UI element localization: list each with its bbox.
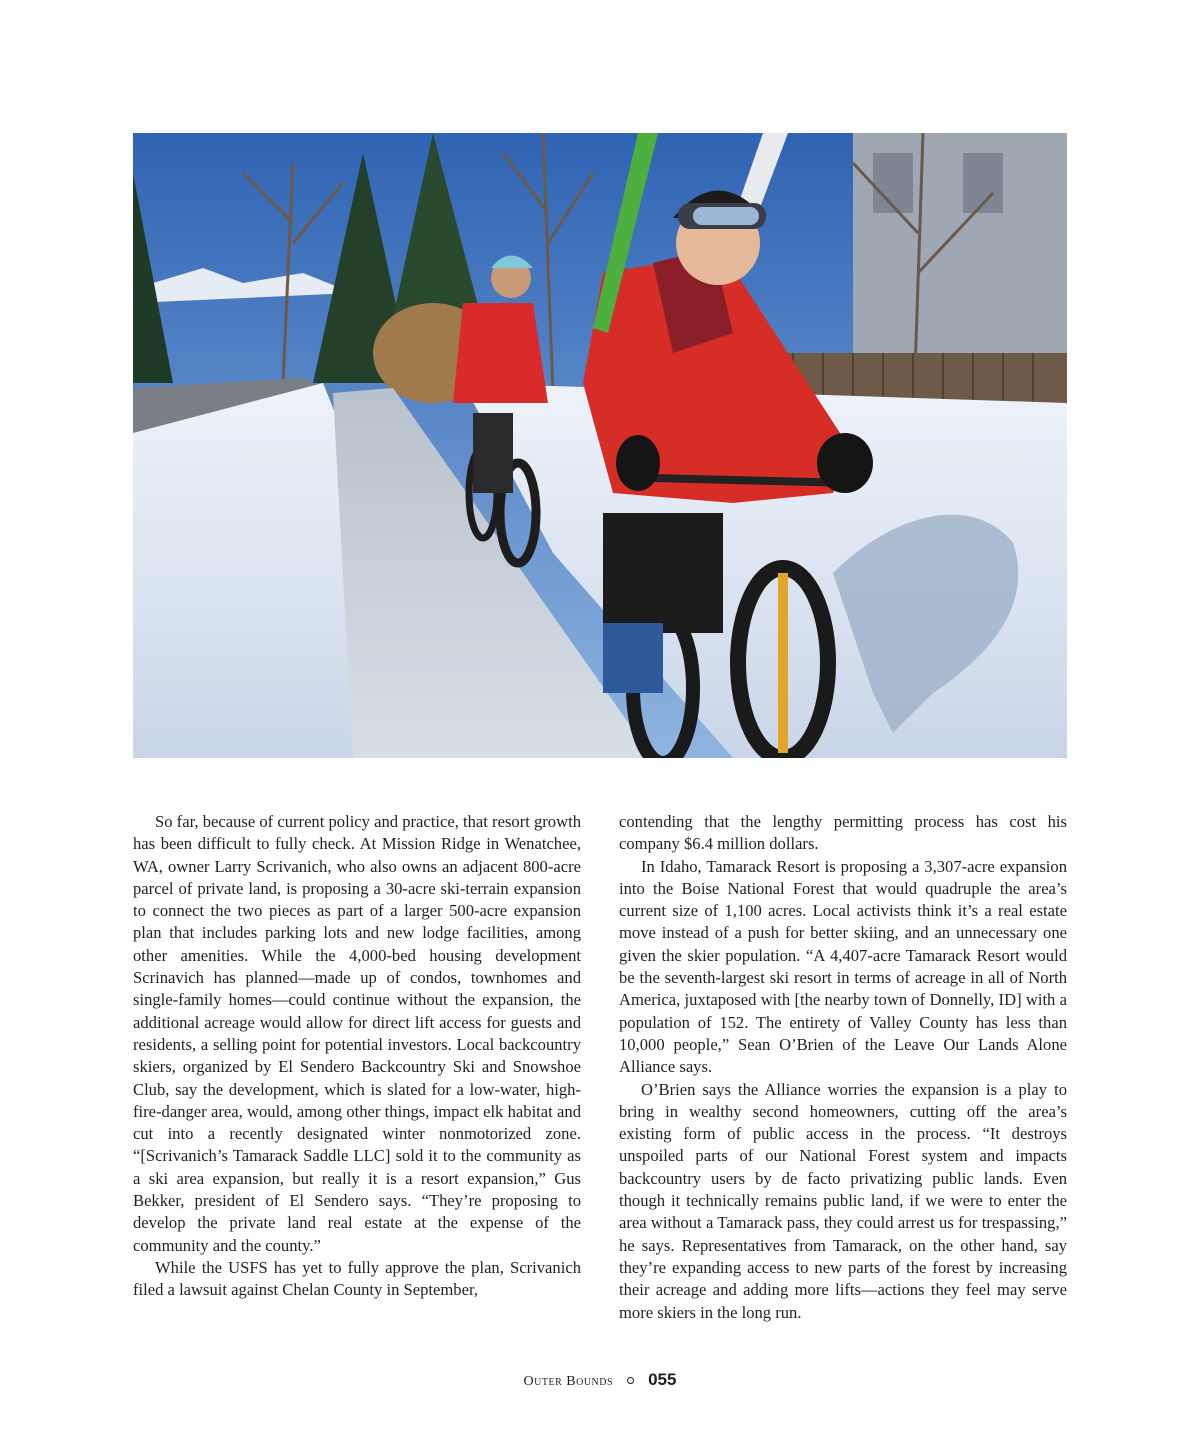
article-paragraph: So far, because of current policy and practice, that resort growth has been difficult to fully check. At Mission Ridge in Wenatchee, WA, owner Larry Scrivanich, who also owns an adjacent 800-acre parcel of private land, is proposing a 30-acre ski-terrain expansion to connect the two pieces as part of a larger 500-acre expansion plan that includes parking lots and new lodge facilities, among other amenities. While the 4,000-bed housing development Scrinavich has planned—made up of condos, townhomes and single-family homes—could continue without the expansion, the additional acreage would allow for direct lift access for guests and residents, a selling point for potential investors. Local backcountry skiers, organized by El Sendero Backcountry Ski and Snowshoe Club, say the development, which is slated for a low-water, high-fire-danger area, would, among other things, impact elk habitat and cut into a recently designated winter nonmotorized zone. “[Scrivanich’s Tamarack Saddle LLC] sold it to the community as a ski area expansion, but really it is a resort expansion,” Gus Bekker, president of El Sendero says. “They’re proposing to develop the private land real estate at the expense of the community and the county.” — [133, 812, 581, 1255]
article-paragraph: While the USFS has yet to fully approve the plan, Scrivanich filed a lawsuit against Chelan County in September, — [133, 1257, 581, 1300]
circle-bullet-icon — [627, 1377, 634, 1384]
article-column-right — [619, 811, 1067, 1324]
page-footer — [0, 1370, 1200, 1394]
page-number: 055 — [648, 1370, 677, 1389]
article-column-left — [133, 811, 581, 1302]
article-paragraph-continued: contending that the lengthy permitting process has cost his company $6.4 million dollars. — [619, 812, 1067, 854]
article-photo — [133, 133, 1067, 758]
section-name: Outer Bounds — [523, 1374, 614, 1389]
article-paragraph: O’Brien says the Alliance worries the expansion is a play to bring in wealthy second homeowners, cutting off the area’s existing form of public access in the process. “It destroys unspoiled parts of our National Forest system and impacts backcountry users by de facto privatizing public lands. Even though it technically remains public land, if we were to enter the area without a Tamarack pass, they could arrest us for trespassing,” he says. Representatives from Tamarack, on the other hand, say they’re expanding access to new parts of the forest by increasing their acreage and adding more lifts—actions they feel may serve more skiers in the long run. — [619, 1079, 1067, 1322]
cyclists-in-snow-photo — [133, 133, 1067, 758]
article-paragraph: In Idaho, Tamarack Resort is proposing a 3,307-acre expansion into the Boise National Forest that would quadruple the area’s current size of 1,100 acres. Local activists think it’s a real estate move instead of a push for better skiing, and an unnecessary one given the skier population. “A 4,407-acre Tamarack Resort would be the seventh-largest ski resort in terms of acreage in all of North America, juxtaposed with [the nearby town of Donnelly, ID] with a population of 152. The entirety of Valley County has less than 10,000 people,” Sean O’Brien of the Leave Our Lands Alone Alliance says. — [619, 856, 1067, 1077]
